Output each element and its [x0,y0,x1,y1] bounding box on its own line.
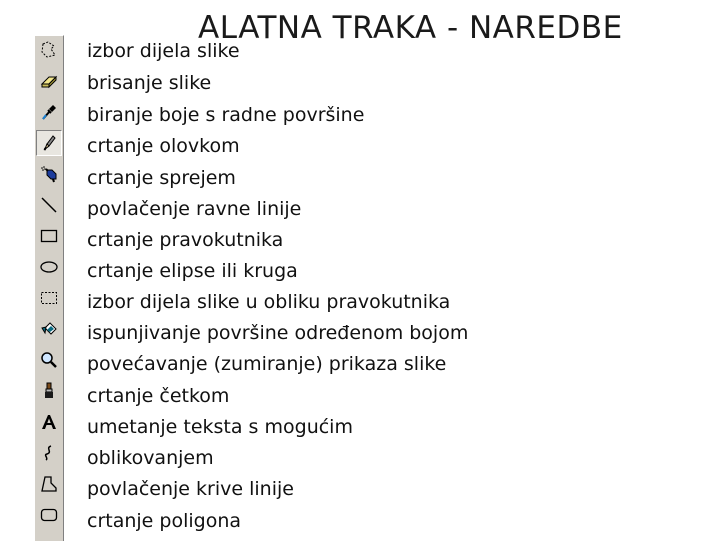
pencil-tool[interactable] [36,130,62,156]
list-item: crtanje četkom [87,385,230,407]
text-icon [39,412,59,432]
text-tool[interactable] [36,409,62,435]
list-item: povlačenje krive linije [87,478,294,500]
list-item: biranje boje s radne površine [87,104,365,126]
page-title: ALATNA TRAKA - NAREDBE [198,10,623,46]
paint-toolbar [34,35,64,541]
fill-bucket-icon [39,319,59,339]
line-icon [39,195,59,215]
list-item: crtanje elipse ili kruga [87,260,298,282]
rounded-rect-tool[interactable] [36,502,62,528]
polygon-tool[interactable] [36,471,62,497]
list-item: povlačenje ravne linije [87,198,302,220]
rectangle-tool[interactable] [36,223,62,249]
spray-can-icon [39,164,59,184]
list-item: izbor dijela slike u obliku pravokutnika [87,291,451,313]
magnifier-icon [39,350,59,370]
list-item: povećavanje (zumiranje) prikaza slike [87,353,447,375]
line-tool[interactable] [36,192,62,218]
list-item: crtanje poligona [87,510,242,532]
curve-tool[interactable] [36,440,62,466]
magnifier-tool[interactable] [36,347,62,373]
list-item: crtanje sprejem [87,167,236,189]
color-picker-icon [39,102,59,122]
list-item: oblikovanjem [87,447,214,469]
fill-bucket-tool[interactable] [36,316,62,342]
list-item: ispunjivanje površine određenom bojom [87,322,469,344]
ellipse-tool[interactable] [36,254,62,280]
free-form-select-tool[interactable] [36,37,62,63]
curve-icon [39,443,59,463]
eraser-tool[interactable] [36,68,62,94]
ellipse-icon [39,257,59,277]
spray-can-tool[interactable] [36,161,62,187]
list-item: crtanje olovkom [87,135,240,157]
list-item: crtanje pravokutnika [87,229,284,251]
polygon-icon [39,474,59,494]
rectangle-icon [39,226,59,246]
list-item: izbor dijela slike [87,40,240,62]
color-picker-tool[interactable] [36,99,62,125]
rect-select-tool[interactable] [36,285,62,311]
rect-select-icon [39,288,59,308]
rounded-rect-icon [39,505,59,525]
eraser-icon [39,71,59,91]
list-item: brisanje slike [87,72,212,94]
free-form-select-icon [39,40,59,60]
pencil-icon [39,133,59,153]
list-item: umetanje teksta s mogućim [87,416,353,438]
brush-icon [39,381,59,401]
brush-tool[interactable] [36,378,62,404]
